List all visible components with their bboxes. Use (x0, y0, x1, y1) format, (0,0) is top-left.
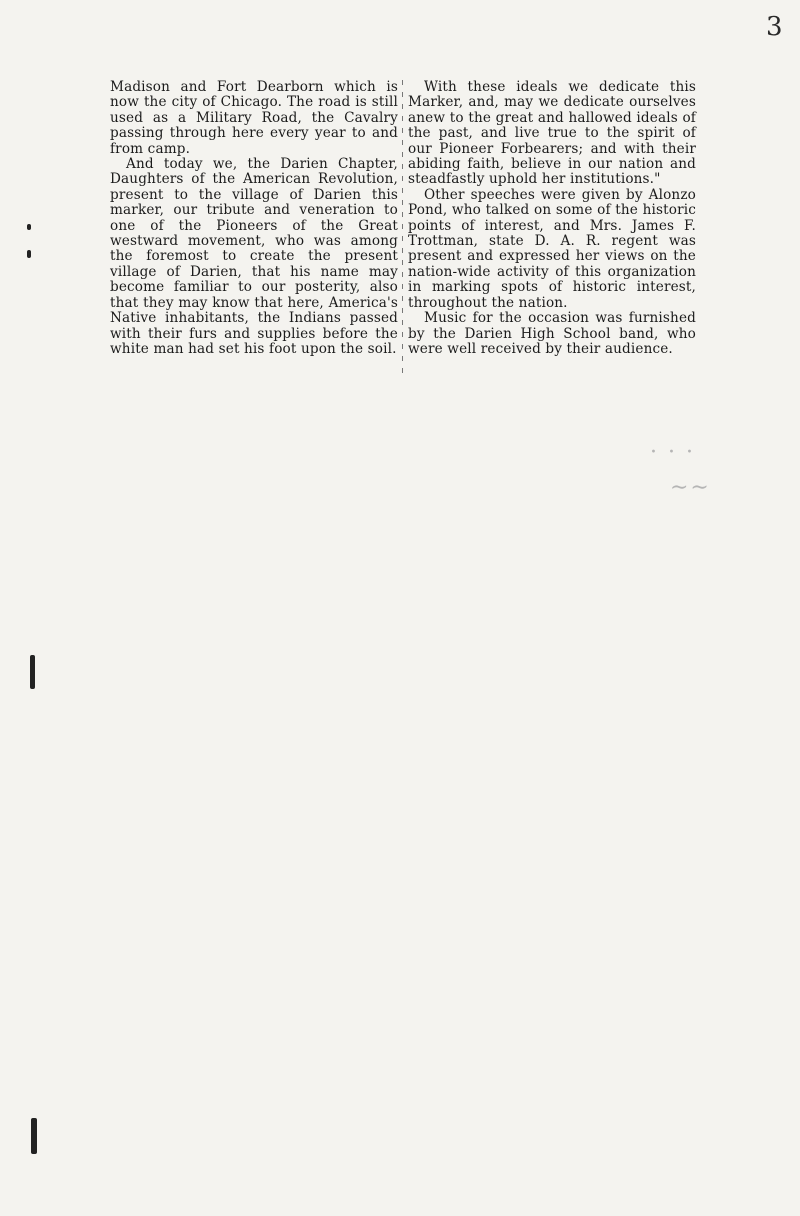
scan-mark (27, 224, 31, 230)
right-paragraph-3: Music for the occasion was furnished by the Darien High School band, who were well received by their audience. (408, 310, 696, 357)
column-divider (402, 80, 403, 380)
left-paragraph-1: Madison and Fort Dearborn which is now the city of Chicago. The road is still used as a Military Road, the Cavalry passing through here every year to and from camp. (110, 79, 398, 157)
right-paragraph-1: With these ideals we dedicate this Marker, and, may we dedicate ourselves anew to the great and hallowed ideals of the past, and live true to the spirit of our Pioneer Forbearers; and with their abiding faith, believe in our nation and steadfastly uphold her institutions." (408, 79, 696, 188)
page-number: 3 (766, 12, 783, 42)
scan-mark (31, 1118, 37, 1154)
right-paragraph-2: Other speeches were given by Alonzo Pond, who talked on some of the historic points of interest, and Mrs. James F. Trottman, state D. A. R. regent was present and expressed her views on the nation-wide activity of this organization in marking spots of historic interest, throughout the nation. (408, 186, 696, 311)
scan-mark (27, 250, 31, 258)
scan-mark (30, 655, 35, 689)
left-column (110, 80, 398, 357)
faint-smudge: · · · (650, 440, 695, 465)
right-column (408, 80, 696, 357)
faint-smudge: ∼∼ (670, 475, 711, 500)
left-paragraph-2: And today we, the Darien Chapter, Daughters of the American Revolution, present to the village of Darien this marker, our tribute and veneration to one of the Pioneers of the Great westward movement, who was among the foremost to create the present village of Darien, that his name may become familiar to our posterity, also that they may know that here, America's Native inhabitants, the Indians passed with their furs and supplies before the white man had set his foot upon the soil. (110, 156, 398, 357)
